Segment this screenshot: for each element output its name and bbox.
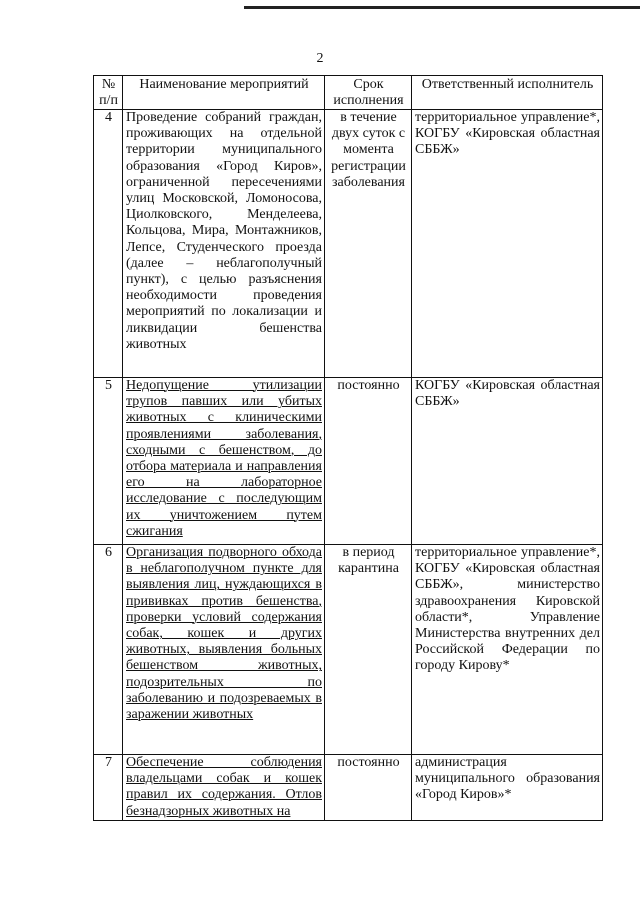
top-rule [244,6,640,9]
row-number: 7 [94,755,123,821]
measure-term: в течение двух суток с момента регистрации заболевания [325,110,412,378]
measure-responsible: территориальное управление*, КОГБУ «Кировская областная СББЖ» [412,110,603,378]
row-number: 4 [94,110,123,378]
measure-term: постоянно [325,755,412,821]
header-name: Наименование мероприятий [123,76,325,110]
measure-name: Организация подворного обхода в неблагополучном пункте для выявления лиц, нуждающихся в прививках против бешенства, проверки условий содержания собак, кошек и других животных, выявления больных бешенством животных, подозрительных по заболеванию и подозреваемых в заражении животных [123,545,325,755]
table-header-row [94,76,603,110]
measure-name: Недопущение утилизации трупов павших или убитых животных с клиническими проявлениями заболевания, сходными с бешенством, до отбора материала и направления его на лабораторное исследование с последующим их уничтожением путем сжигания [123,378,325,545]
measure-term: постоянно [325,378,412,545]
measures-table [93,75,603,821]
row-number: 6 [94,545,123,755]
row-number: 5 [94,378,123,545]
table-body [94,110,603,821]
table-header [94,76,603,110]
measure-responsible: администрация муниципального образования «Город Киров»* [412,755,603,821]
table-row [94,110,603,378]
measure-name: Обеспечение соблюдения владельцами собак и кошек правил их содержания. Отлов безнадзорных животных на [123,755,325,821]
measure-responsible: территориальное управление*, КОГБУ «Кировская областная СББЖ», министерство здравоохранения Кировской области*, Управление Министерства внутренних дел Российской Федерации по городу Кирову* [412,545,603,755]
table-row [94,545,603,755]
header-num: № п/п [94,76,123,110]
table-row [94,755,603,821]
measure-responsible: КОГБУ «Кировская областная СББЖ» [412,378,603,545]
page-number: 2 [316,51,324,66]
measure-term: в период карантина [325,545,412,755]
header-term: Срок исполнения [325,76,412,110]
header-responsible: Ответственный исполнитель [412,76,603,110]
table-row [94,378,603,545]
measure-name: Проведение собраний граждан, проживающих на отдельной территории муниципального образования «Город Киров», ограниченной пересечениями улиц Московской, Ломоносова, Циолковского, Менделеева, Кольцова, Мира, Монтажников, Лепсе, Студенческого проезда (далее – неблагополучный пункт), с целью разъяснения необходимости проведения мероприятий по локализации и ликвидации бешенства животных [123,110,325,378]
